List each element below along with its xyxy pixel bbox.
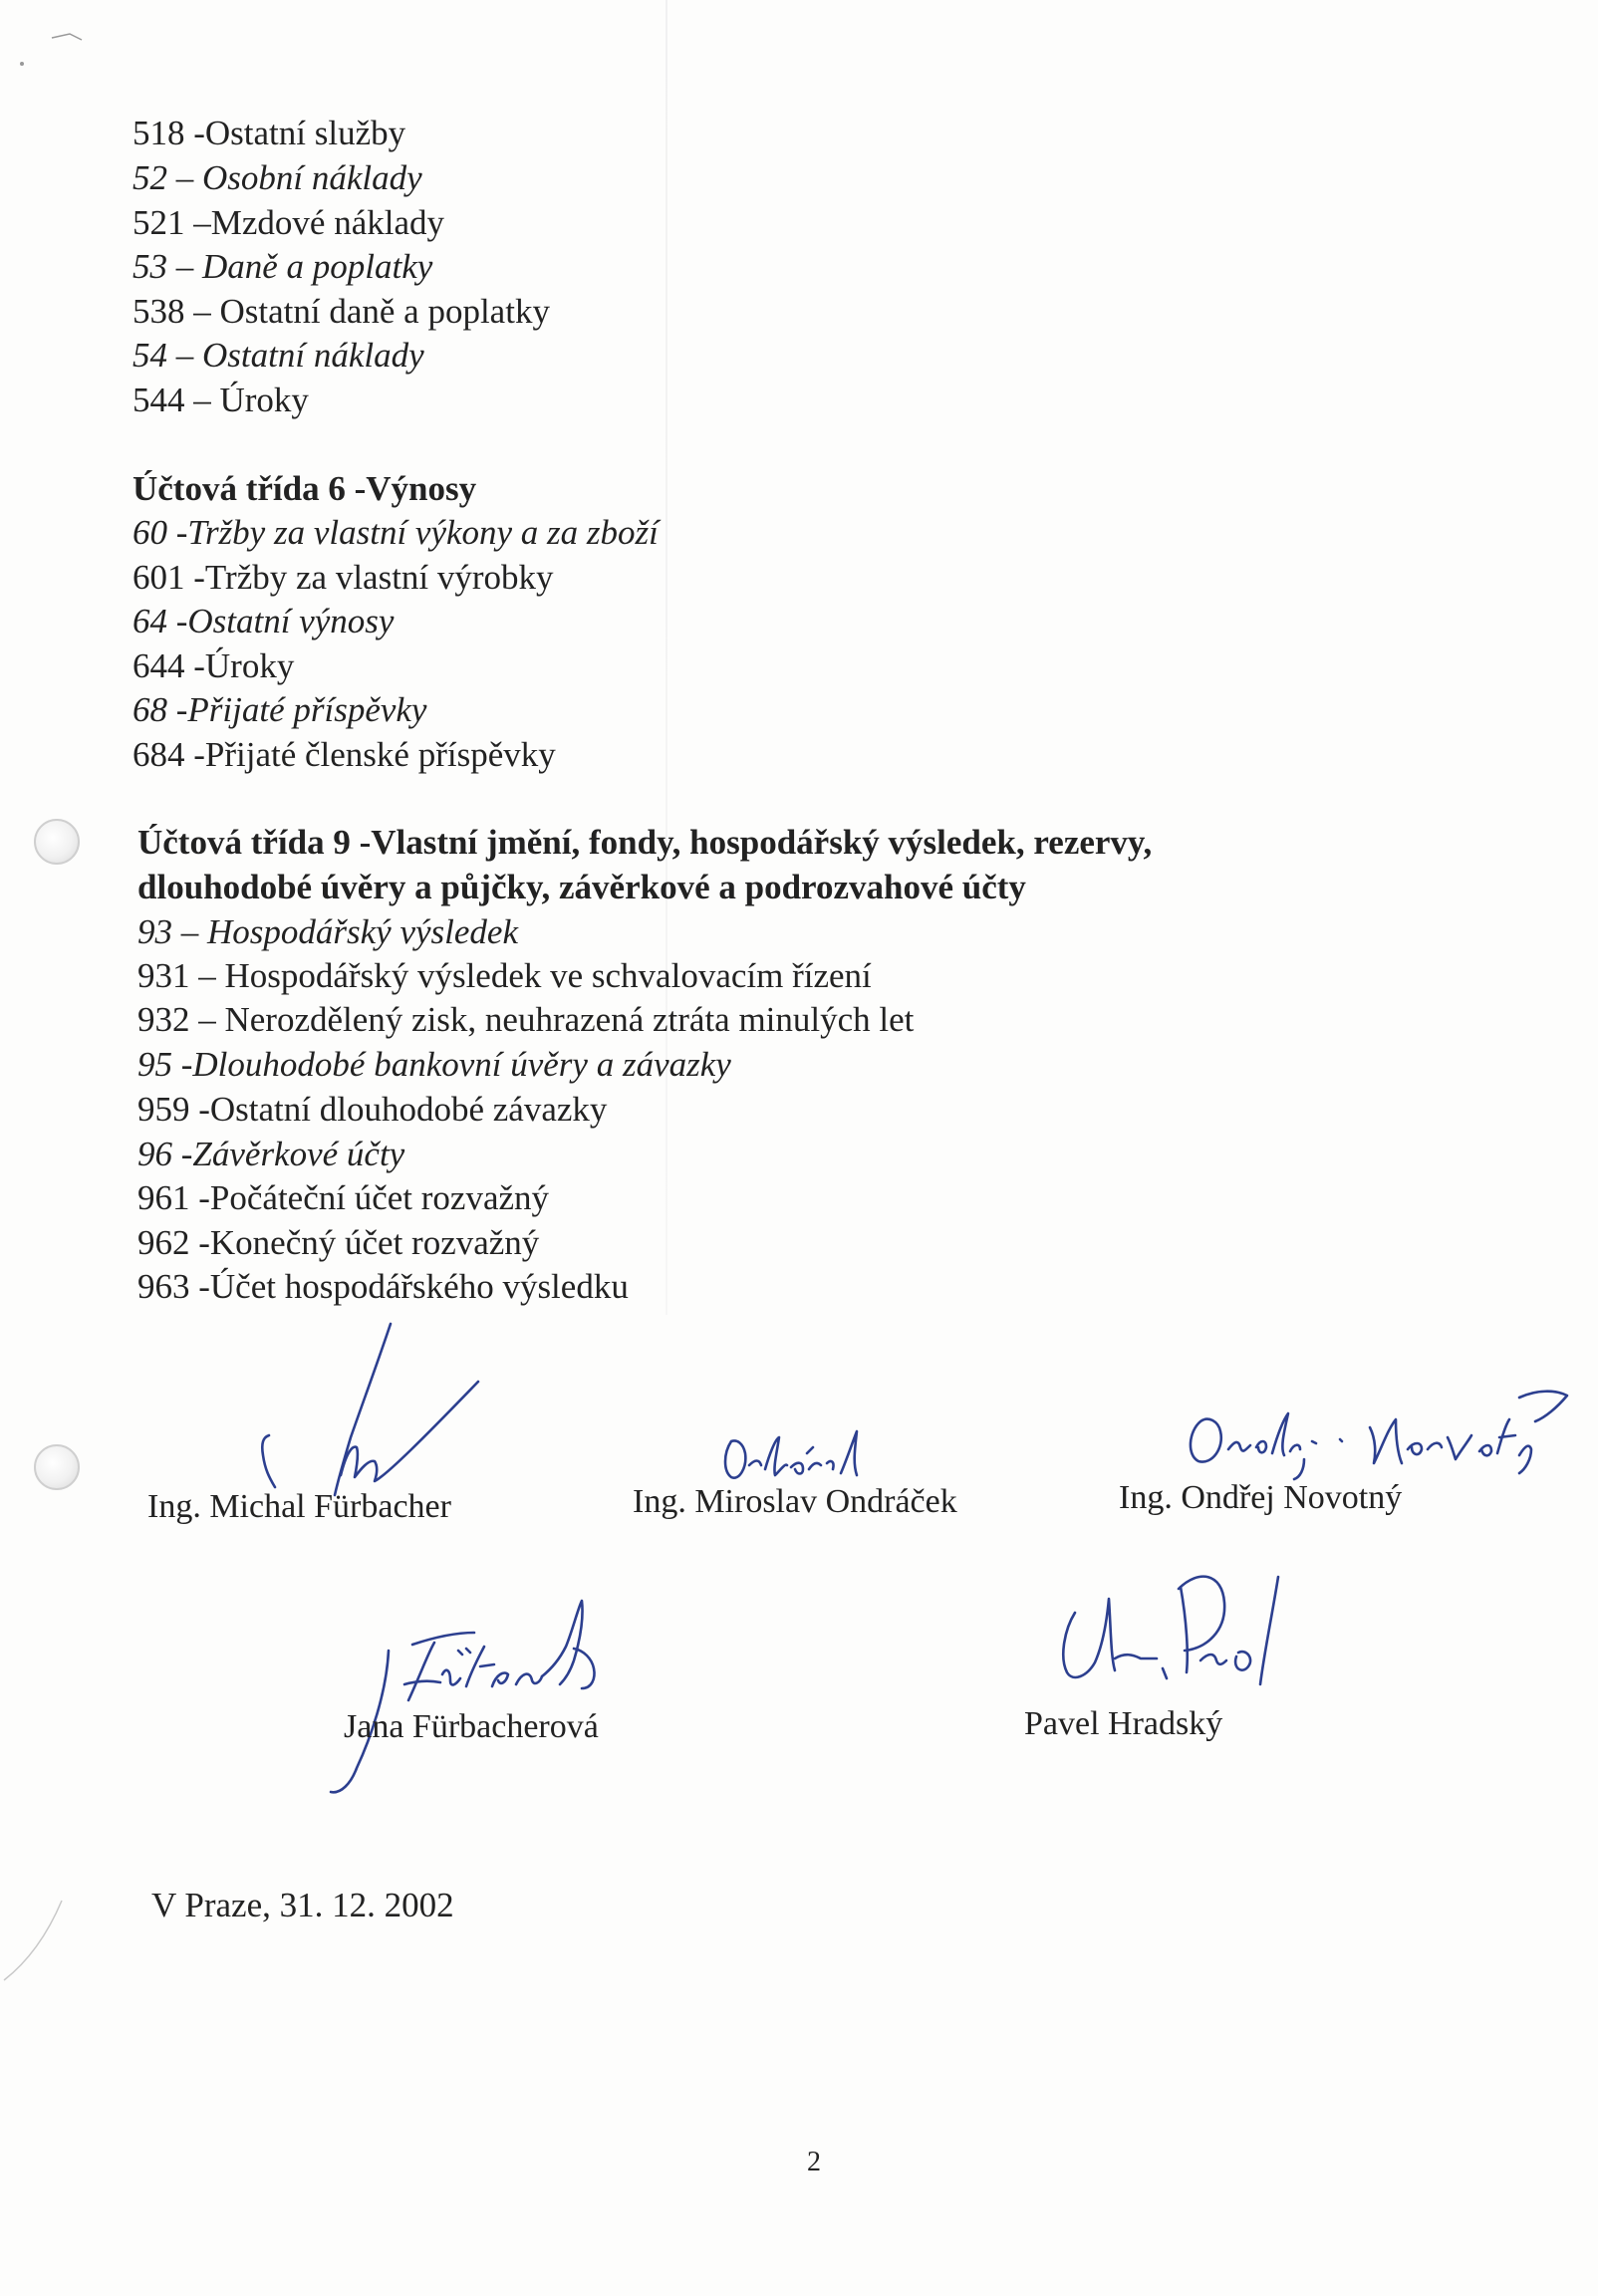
account-line: 962 -Konečný účet rozvažný <box>137 1223 540 1262</box>
paper-fold-line <box>666 0 667 1315</box>
signatory-name-5: Pavel Hradský <box>1024 1705 1223 1742</box>
account-line: 64 -Ostatní výnosy <box>133 602 395 640</box>
account-line: 932 – Nerozdělený zisk, neuhrazená ztráta minulých let <box>137 1000 915 1039</box>
account-line: 68 -Přijaté příspěvky <box>133 690 427 729</box>
account-line: 644 -Úroky <box>133 646 295 685</box>
place-and-date: V Praze, 31. 12. 2002 <box>151 1886 454 1924</box>
account-line: 684 -Přijaté členské příspěvky <box>133 735 556 774</box>
account-line: 521 –Mzdové náklady <box>133 203 444 242</box>
account-line: 52 – Osobní náklady <box>133 158 422 197</box>
punch-hole-bottom <box>34 1444 80 1490</box>
account-line: 931 – Hospodářský výsledek ve schvalovacím řízení <box>137 956 872 995</box>
signatory-name-1: Ing. Michal Fürbacher <box>147 1488 451 1525</box>
signatory-name-4: Jana Fürbacherová <box>344 1708 599 1745</box>
scan-mark-top-left <box>0 0 120 80</box>
account-line: 544 – Úroky <box>133 381 309 419</box>
account-line: 60 -Tržby za vlastní výkony a za zboží <box>133 513 659 552</box>
account-line: 963 -Účet hospodářského výsledku <box>137 1267 629 1306</box>
class-6-heading: Účtová třída 6 -Výnosy <box>133 469 477 508</box>
signatory-name-2: Ing. Miroslav Ondráček <box>633 1483 957 1520</box>
edge-curve-mark <box>0 1893 80 2012</box>
signature-ondrej-novotny <box>1181 1360 1598 1469</box>
account-line: 959 -Ostatní dlouhodobé závazky <box>137 1090 608 1129</box>
punch-hole-top <box>34 819 80 865</box>
account-line: 53 – Daně a poplatky <box>133 247 433 286</box>
class-9-heading-line-1: Účtová třída 9 -Vlastní jmění, fondy, hospodářský výsledek, rezervy, <box>137 823 1153 862</box>
signatory-name-3: Ing. Ondřej Novotný <box>1119 1479 1403 1516</box>
account-line: 93 – Hospodářský výsledek <box>137 912 518 951</box>
page-number: 2 <box>807 2147 821 2177</box>
account-line: 54 – Ostatní náklady <box>133 336 424 375</box>
signature-michal-furbacher <box>239 1320 498 1499</box>
account-line: 95 -Dlouhodobé bankovní úvěry a závazky <box>137 1045 731 1084</box>
signature-jana-furbacherova <box>317 1589 695 1808</box>
account-line: 96 -Závěrkové účty <box>137 1135 405 1173</box>
account-line: 961 -Počáteční účet rozvažný <box>137 1178 550 1217</box>
class-9-heading-line-2: dlouhodobé úvěry a půjčky, závěrkové a podrozvahové účty <box>137 868 1026 906</box>
account-line: 538 – Ostatní daně a poplatky <box>133 292 550 331</box>
account-line: 518 -Ostatní služby <box>133 114 406 152</box>
account-line: 601 -Tržby za vlastní výrobky <box>133 558 554 597</box>
